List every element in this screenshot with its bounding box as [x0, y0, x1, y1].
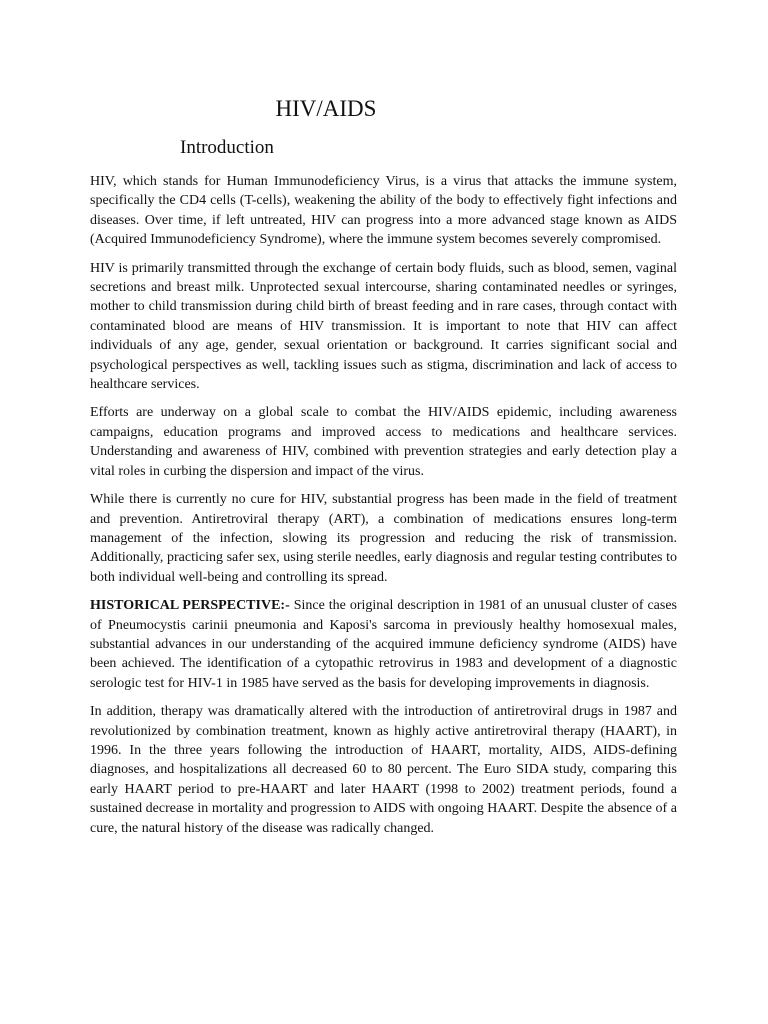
- paragraph-intro-4: While there is currently no cure for HIV, substantial progress has been made in the field of treatment and prevention. Antiretroviral therapy (ART), a combination of medications ensures long-term management of the infection, slowing its progression and reducing the risk of transmission. Additionally, practicing safer sex, using sterile needles, early diagnosis and regular testing contributes to both individual well-being and controlling its spread.: [90, 492, 677, 585]
- document-title: HIV/AIDS: [275, 96, 377, 121]
- paragraph-intro-3: Efforts are underway on a global scale to combat the HIV/AIDS epidemic, including awareness campaigns, education programs and improved access to medications and healthcare services. Understanding and awareness of HIV, combined with prevention strategies and early detection play a vital roles in curbing the dispersion and impact of the virus.: [90, 405, 677, 479]
- section-heading-introduction: Introduction: [180, 137, 274, 158]
- document-body: [90, 172, 677, 847]
- paragraph-intro-1: HIV, which stands for Human Immunodeficiency Virus, is a virus that attacks the immune system, specifically the CD4 cells (T-cells), weakening the ability of the body to effectively fight infections and diseases. Over time, if left untreated, HIV can progress into a more advanced stage known as AIDS (Acquired Immunodeficiency Syndrome), where the immune system becomes severely compromised.: [90, 174, 677, 248]
- paragraph-intro-2: HIV is primarily transmitted through the exchange of certain body fluids, such as blood, semen, vaginal secretions and breast milk. Unprotected sexual intercourse, sharing contaminated needles or syringes, mother to child transmission during child birth of breast feeding and in rare cases, through contact with contaminated blood are means of HIV transmission. It is important to note that HIV can affect individuals of any age, gender, sexual orientation or background. It carries significant social and psychological perspectives as well, tackling issues such as stigma, discrimination and lack of access to healthcare services.: [90, 260, 677, 393]
- paragraph-therapy: In addition, therapy was dramatically altered with the introduction of antiretroviral drugs in 1987 and revolutionized by combination treatment, known as highly active antiretroviral therapy (HAART), in 1996. In the three years following the introduction of HAART, mortality, AIDS, AIDS-defining diagnoses, and hospitalizations all decreased 60 to 80 percent. The Euro SIDA study, comparing this early HAART period to pre-HAART and later HAART (1998 to 2002) treatment periods, found a sustained decrease in mortality and progression to AIDS with ongoing HAART. Despite the absence of a cure, the natural history of the disease was radically changed.: [90, 704, 677, 836]
- paragraph-historical: [90, 596, 677, 693]
- historical-perspective-heading: HISTORICAL PERSPECTIVE:-: [90, 598, 290, 614]
- historical-perspective-text: Since the original description in 1981 of an unusual cluster of cases of Pneumocystis carinii pneumonia and Kaposi's sarcoma in previously healthy homosexual males, substantial advances in our understanding of the acquired immune deficiency syndrome (AIDS) have been achieved. The identification of a cytopathic retrovirus in 1983 and development of a diagnostic serologic test for HIV-1 in 1985 have served as the basis for developing improvements in diagnosis.: [90, 598, 677, 691]
